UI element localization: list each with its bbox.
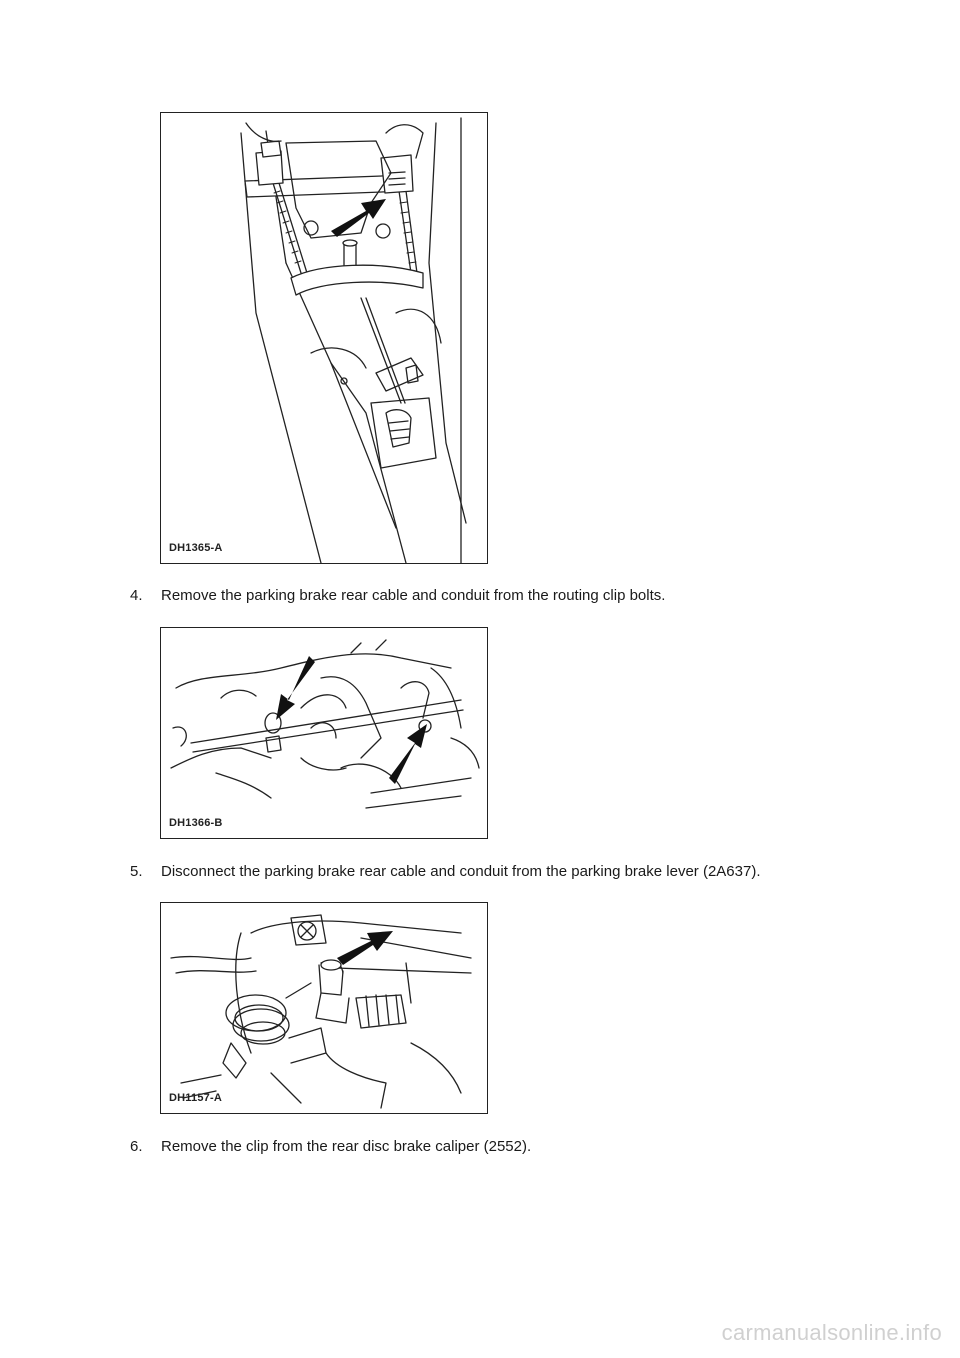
parking-brake-adjuster-drawing: [161, 113, 487, 563]
figure-code: DH1365-A: [169, 542, 223, 554]
step-text: Remove the parking brake rear cable and conduit from the routing clip bolts.: [161, 587, 666, 604]
step-number: 6.: [130, 1138, 143, 1155]
figure-code: DH1157-A: [169, 1092, 222, 1104]
figure-3: [160, 902, 488, 1114]
figure-code: DH1366-B: [169, 817, 223, 829]
step-4: [130, 587, 665, 605]
step-text: Remove the clip from the rear disc brake caliper (2552).: [161, 1138, 532, 1155]
step-text: Disconnect the parking brake rear cable and conduit from the parking brake lever (2A637).: [161, 863, 761, 880]
step-6: [130, 1138, 531, 1156]
figure-2: [160, 627, 488, 839]
parking-brake-lever-drawing: [161, 903, 487, 1113]
step-5: [130, 863, 761, 881]
figure-1: [160, 112, 488, 564]
step-number: 5.: [130, 863, 143, 880]
cable-routing-drawing: [161, 628, 487, 838]
step-number: 4.: [130, 587, 143, 604]
watermark: carmanualsonline.info: [721, 1320, 942, 1345]
